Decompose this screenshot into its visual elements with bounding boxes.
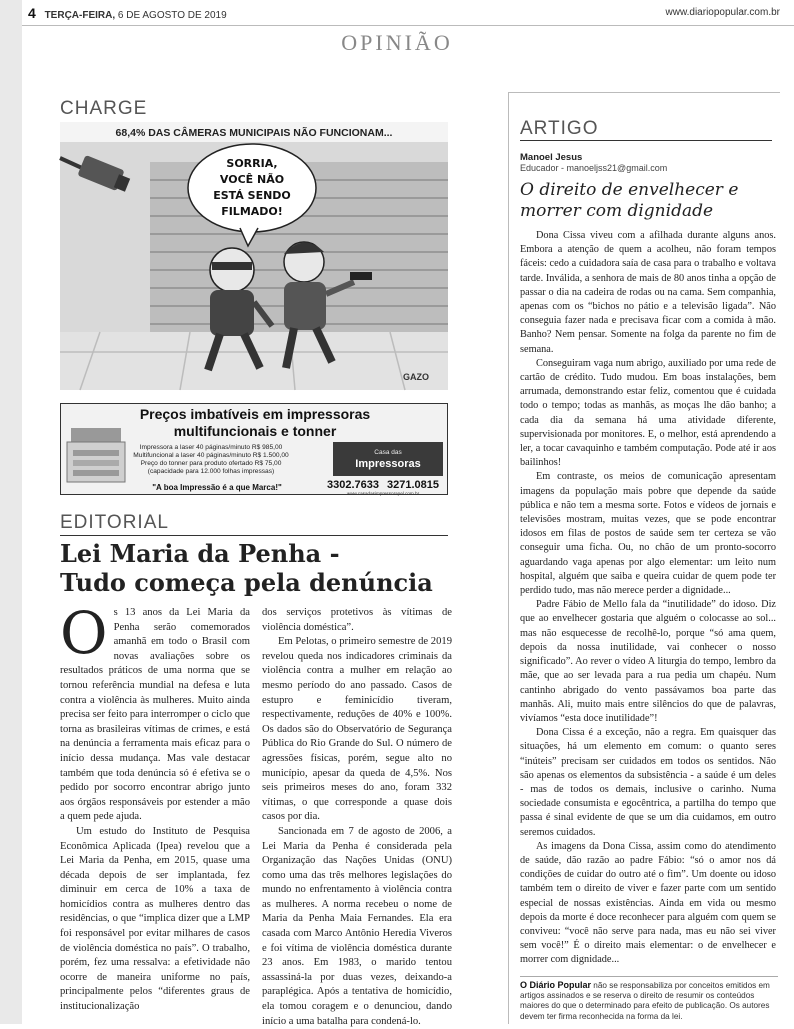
- footnote-brand: O Diário Popular: [520, 980, 592, 990]
- artigo-paragraph: Conseguiram vaga num abrigo, auxiliado por uma rede de cartão de crédito. Tudo mudou. Em boas instalações, bem arrumada, demonstrando estar feliz, comentou que é cuidada todo o tempo; todas as manhãs, as moças lhe dão banho; a cada dia da semana há uma atividade diferente, supervisionada por monitores. E, o melhor, está aprendendo a ler, a tocar cavaquinho e também computação. Pode até ir aos bailinhos!: [520, 357, 776, 469]
- editorial-paragraph: Um estudo do Instituto de Pesquisa Econômica Aplicada (Ipea) revelou que a Lei Maria da Penha, em 2015, quase uma década depois de ser implantada, fez diminuir em cerca de 10% a taxa de homicídios contra as mulheres dentro das residências, o que “implica dizer que a LMP foi responsável por evitar milhares de casos de violência doméstica no país”. O trabalho, porém, fez uma ressalva: a efetividade não ocorre de maneira uniforme no país, principalmente pelos “diferentes graus de institucionalização: [60, 825, 250, 1013]
- editorial-kicker: EDITORIAL: [60, 512, 169, 533]
- balloon-line-4: FILMADO!: [221, 205, 283, 218]
- ad-line-1: Impressora a laser 40 páginas/minuto R$ 985,00: [139, 444, 283, 451]
- ad-line-2: Multifuncional a laser 40 páginas/minuto R$ 1.500,00: [133, 452, 289, 459]
- ad-line-3: Preço do tonner para produto ofertado R$ 75,00: [140, 460, 282, 467]
- editorial-paragraph: s 13 anos da Lei Maria da Penha serão comemorados amanhã em todo o Brasil com novas avaliações sobre os resultados práticos de uma norma que se tornou referência mundial na defesa e luta contra a violência às mulheres. Muito ainda precisa ser feito para interromper o ciclo que torna as brasileiras vítimas de crimes, e está na denúncia a ferramenta mais eficaz para o início dessa mudança. Mas vale destacar também que toda denúncia só é efetiva se o pedido por socorro encontrar abrigo junto aos órgãos responsáveis por estender a mão a quem pede ajuda.: [60, 607, 250, 823]
- section-title: OPINIÃO: [341, 30, 453, 55]
- ad-slogan: "A boa Impressão é a que Marca!": [152, 483, 282, 492]
- editorial-rule: [60, 535, 448, 536]
- header-weekday: TERÇA-FEIRA,: [44, 9, 116, 21]
- cartoon-signature: GAZO: [403, 372, 429, 382]
- editorial-headline-line-1: Lei Maria da Penha -: [60, 539, 340, 568]
- ad-phone-2: 3271.0815: [387, 479, 439, 491]
- ad-brand-logo: [333, 442, 443, 476]
- artigo-kicker: ARTIGO: [520, 118, 599, 139]
- artigo-paragraph: Padre Fábio de Mello fala da “inutilidade” do idoso. Diz que ao envelhecer gostaria que alguém o colocasse ao sol... mas não esquecesse de recolhê-lo, porque “só ama quem, depois da nossa inutilidade, vai conhecer o nosso significado”. Ao rever o vídeo A liturgia do tempo, lembro da mãe, que ao ser levada para a rua pedia um chapéu. Num cantinho abrigado do vento passávamos boa parte das manhãs. Ali, muito mais entre silêncios do que de palavras, vivíamos “esta doce inutilidade”!: [520, 599, 776, 724]
- editorial-paragraph: dos serviços protetivos às vítimas de violência doméstica”.: [262, 607, 452, 633]
- disclaimer-footnote: [520, 976, 778, 1022]
- header-date: [45, 10, 227, 21]
- page-header: [22, 0, 794, 26]
- ad-phone-1: 3302.7633: [327, 479, 379, 491]
- editorial-paragraph: Em Pelotas, o primeiro semestre de 2019 revelou queda nos indicadores criminais da violência contra a mulher em relação ao mesmo período do ano passado. Casos de estupro e feminicídio tiveram, respectivamente, reduções de 40% e 100%. Os dados são do Observatório de Segurança Pública do Rio Grande do Sul. O número de agressões físicas, porém, segue alto no município, apesar da queda de 4,5%. Nos seis primeiros meses do ano, foram 332 vítimas, o que corresponde a quase dois casos por dia.: [262, 636, 452, 823]
- charge-cartoon: [60, 122, 448, 390]
- artigo-paragraph: Dona Cissa viveu com a afilhada durante alguns anos. Embora a atenção de quem a acolheu, não foram tempos fáceis: cedo a cuidadora saía de casa para o trabalho e voltava tarde. Inválida, a senhora de mais de 80 anos tinha a opção de passar o dia na cadeira de rodas ou na cama. Sem companhia, apenas com os “bichos no pátio e a televisão ligada”. Não conseguia fazer nada e precisava ficar com a comida à mão. Banho? Nem pensar. Somente na folga da parente no fim de semana.: [520, 230, 776, 355]
- editorial-headline: [60, 539, 460, 597]
- artigo-rule: [520, 140, 772, 141]
- page-number: 4: [28, 4, 36, 21]
- printer-icon: [67, 428, 125, 482]
- editorial-dropcap: O: [60, 599, 108, 667]
- artigo-paragraph: Dona Cissa é a exceção, não a regra. Em quaisquer das situações, há um elemento em comum: o quanto seres “inúteis” precisam ser cuidados em todos os sentidos. Não são apenas os elementos da subsistência - a saúde é um deles - mas de todos os demais, inclusive o carinho. Numa sociedade consumista e egocêntrica, a partilha do tempo que passa é sinal evidente de que se um dia cuidamos, em outro seremos cuidados.: [520, 727, 776, 838]
- artigo-paragraph: Em contraste, os meios de comunicação apresentam imagens da população mais pobre que depende da saúde pública e não tem a mesma sorte. Fotos e vídeos de jornais e televisões mostram, muitas vezes, que se pode encontrar idosos em filas de postos de saúde sem ter certeza se vão conseguir uma ficha. Ou, no chão de um pronto-socorro aguardando vaga apenas por algo elementar: um leito num hospital, alguém que saiba e queira cuidar de quem pode ter perdido tudo, mas não merece perder a dignidade...: [520, 471, 776, 597]
- header-site[interactable]: www.diariopopular.com.br: [665, 7, 780, 18]
- ad-headline-2: multifuncionais e tonner: [173, 423, 337, 439]
- editorial-column-1: [60, 599, 250, 1024]
- editorial-paragraph: Sancionada em 7 de agosto de 2006, a Lei Maria da Penha é considerada pela Organização das Nações Unidas (ONU) como uma das três melhores legislações do mundo no enfrentamento à violência contra as mulheres. A norma recebeu o nome de Maria da Penha Maia Fernandes. Ela era casada com Marco Antônio Heredia Viveros e foi vítima de violência doméstica durante 23 anos. Em 1983, o marido tentou assassiná-la por duas vezes, deixando-a paraplégica. Após a tentativa de homicídio, ela tomou coragem e o denunciou, dando início a uma batalha para condená-lo.: [262, 825, 452, 1027]
- printer-advertisement[interactable]: [60, 403, 448, 495]
- ad-artwork: [61, 404, 449, 496]
- cartoon-caption: 68,4% DAS CÂMERAS MUNICIPAIS NÃO FUNCIONAM...: [115, 127, 393, 139]
- artigo-author: Manoel Jesus: [520, 152, 583, 163]
- artigo-paragraph: As imagens da Dona Cissa, assim como do atendimento de saúde, dão razão ao padre Fábio: “só o amor nos dá condições de cuidar do outro até o fim”. Um doente ou idoso também tem o direito de viver e fazer parte com um sentido especial de nossas existências. Ainda em vida ou mesmo depois da morte é doce reconhecer para alguém com quem se conviveu: “você não serve para nada, mas eu não sei viver sem você!” É o direito mais elementar: o de envelhecer e morrer com dignidade...: [520, 840, 776, 966]
- left-margin-band: [0, 0, 22, 1024]
- ad-line-4: (capacidade para 12.000 folhas impressas): [147, 468, 275, 475]
- editorial-headline-line-2: Tudo começa pela denúncia: [60, 568, 433, 597]
- header-date-text: 6 DE AGOSTO DE 2019: [117, 9, 227, 21]
- artigo-body: [520, 229, 776, 966]
- artigo-title: O direito de envelhecer e morrer com dignidade: [520, 180, 739, 221]
- balloon-line-2: VOCÊ NÃO: [219, 173, 285, 186]
- footnote-text: não se responsabiliza por conceitos emitidos em artigos assinados e se reserva o direito de resumir os conteúdos maiores do que o determinado para efeito de publicação. Os autores devem ter firma reconhecida na forma da lei.: [520, 981, 770, 1021]
- ad-brand: Impressoras: [355, 458, 421, 470]
- balloon-line-1: SORRIA,: [226, 157, 278, 170]
- cartoon-illustration: [60, 122, 448, 390]
- artigo-author-info[interactable]: Educador - manoeljss21@gmail.com: [520, 163, 668, 173]
- ad-brand-small: Casa das: [374, 449, 402, 456]
- balloon-line-3: ESTÁ SENDO: [213, 189, 291, 202]
- header-left: [28, 5, 227, 21]
- ad-site: www.casadasimpressorapel.com.br: [346, 491, 420, 496]
- editorial-column-2: [262, 606, 452, 1027]
- ad-headline-1: Preços imbatíveis em impressoras: [139, 406, 371, 422]
- charge-kicker: CHARGE: [60, 98, 148, 119]
